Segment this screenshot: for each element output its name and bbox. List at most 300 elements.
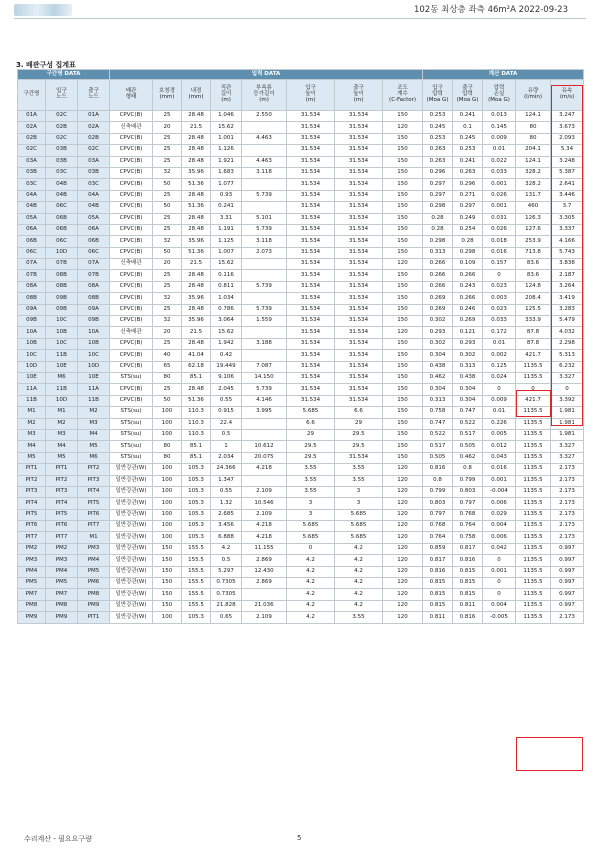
column-header xyxy=(551,80,584,111)
table-cell: 1135.5 xyxy=(516,600,551,611)
table-cell: 150 xyxy=(383,452,423,463)
table-cell: 10A xyxy=(18,327,46,338)
table-cell: M4 xyxy=(46,441,78,452)
table-cell: 28.48 xyxy=(182,111,211,122)
table-cell: 204.1 xyxy=(516,145,551,156)
table-cell: 0.747 xyxy=(453,407,483,418)
table-cell: 3.673 xyxy=(551,122,584,133)
table-cell: 150 xyxy=(383,338,423,349)
table-row xyxy=(18,555,584,566)
table-cell: 0.28 xyxy=(423,224,453,235)
table-cell: 80 xyxy=(516,133,551,144)
table-cell: 15.62 xyxy=(211,122,242,133)
table-cell: 150 xyxy=(383,111,423,122)
table-cell: 31.534 xyxy=(335,316,383,327)
table-cell xyxy=(242,202,287,213)
table-cell: 0.302 xyxy=(453,350,483,361)
table-cell: 125.5 xyxy=(516,304,551,315)
table-cell: 5.297 xyxy=(211,566,242,577)
table-cell: 0.55 xyxy=(211,486,242,497)
table-cell: 0.816 xyxy=(453,555,483,566)
table-cell: 0.298 xyxy=(453,247,483,258)
table-cell: 333.9 xyxy=(516,316,551,327)
table-cell: 0.997 xyxy=(551,589,584,600)
table-cell: 120 xyxy=(383,600,423,611)
table-cell: -0.005 xyxy=(483,612,516,623)
table-cell: 11B xyxy=(46,350,78,361)
table-cell: 0.55 xyxy=(211,395,242,406)
table-cell: 31.534 xyxy=(287,259,335,270)
table-cell: 0.997 xyxy=(551,555,584,566)
table-cell: PIT1 xyxy=(78,612,110,623)
table-cell: CPVC(B) xyxy=(110,350,153,361)
table-cell: CPVC(B) xyxy=(110,395,153,406)
table-cell xyxy=(242,270,287,281)
table-cell: 31.534 xyxy=(335,236,383,247)
table-cell: 2.173 xyxy=(551,475,584,486)
table-cell: 11A xyxy=(18,384,46,395)
table-cell: 120 xyxy=(383,589,423,600)
table-cell: 0.254 xyxy=(453,224,483,235)
table-cell: 0.313 xyxy=(423,247,453,258)
table-cell: 24.366 xyxy=(211,464,242,475)
table-cell: 06A xyxy=(78,224,110,235)
table-cell: 22.4 xyxy=(211,418,242,429)
column-header xyxy=(242,80,287,111)
table-cell: 31.534 xyxy=(335,122,383,133)
table-cell: 20 xyxy=(153,259,182,270)
table-cell: 일반강관(W) xyxy=(110,566,153,577)
page-number: 5 xyxy=(297,834,302,842)
table-row xyxy=(18,509,584,520)
table-row xyxy=(18,224,584,235)
table-cell: M3 xyxy=(78,418,110,429)
table-cell: 150 xyxy=(383,224,423,235)
column-header-line: 출구 xyxy=(88,88,99,95)
table-cell: 65 xyxy=(153,361,182,372)
table-cell: 0.023 xyxy=(483,281,516,292)
table-cell: 3.247 xyxy=(551,111,584,122)
table-cell: 25 xyxy=(153,224,182,235)
column-header-line: 출구 xyxy=(462,85,473,92)
table-row xyxy=(18,111,584,122)
table-cell: PIT1 xyxy=(46,464,78,475)
table-cell: 10C xyxy=(78,350,110,361)
table-cell: 0.28 xyxy=(423,213,453,224)
table-cell: 0.811 xyxy=(423,612,453,623)
table-cell: 83.6 xyxy=(516,270,551,281)
table-cell xyxy=(242,429,287,440)
column-header-line: 등가길이 xyxy=(253,91,275,98)
table-cell: 0.001 xyxy=(483,566,516,577)
table-cell: 0.026 xyxy=(483,190,516,201)
table-cell: 0.253 xyxy=(453,145,483,156)
table-cell: 126.3 xyxy=(516,213,551,224)
table-cell: 10B xyxy=(78,338,110,349)
table-cell: 40 xyxy=(153,350,182,361)
table-cell: 2.109 xyxy=(242,509,287,520)
table-cell: 5.685 xyxy=(287,521,335,532)
table-cell: 21.5 xyxy=(182,327,211,338)
table-cell: 4.2 xyxy=(211,543,242,554)
table-cell: 29.5 xyxy=(287,441,335,452)
table-cell: 3.838 xyxy=(551,259,584,270)
table-cell: 4.463 xyxy=(242,133,287,144)
table-cell: 3.188 xyxy=(242,338,287,349)
table-cell: 51.36 xyxy=(182,202,211,213)
table-cell: 21.036 xyxy=(242,600,287,611)
table-cell: 0.253 xyxy=(423,133,453,144)
table-cell: 0.797 xyxy=(423,509,453,520)
table-cell: PM7 xyxy=(18,589,46,600)
table-cell: 10.546 xyxy=(242,498,287,509)
table-cell: 2.869 xyxy=(242,578,287,589)
table-row xyxy=(18,213,584,224)
table-cell: 0.005 xyxy=(483,429,516,440)
table-cell: 3.248 xyxy=(551,156,584,167)
table-cell: 105.3 xyxy=(182,464,211,475)
table-cell: 28.48 xyxy=(182,224,211,235)
table-cell: 0.313 xyxy=(453,361,483,372)
table-cell: M2 xyxy=(78,407,110,418)
column-header-line: 직관 xyxy=(220,85,232,92)
table-cell: 03C xyxy=(78,179,110,190)
table-cell: 460 xyxy=(516,202,551,213)
table-cell: 3 xyxy=(335,498,383,509)
table-cell: 10C xyxy=(46,316,78,327)
table-cell: PM8 xyxy=(46,600,78,611)
table-cell: 10B xyxy=(18,338,46,349)
table-row xyxy=(18,566,584,577)
table-cell: 421.7 xyxy=(516,395,551,406)
table-cell: 06C xyxy=(18,247,46,258)
table-cell: 3.327 xyxy=(551,452,584,463)
table-cell: 1.981 xyxy=(551,429,584,440)
table-cell: 1.981 xyxy=(551,418,584,429)
table-cell: 0.266 xyxy=(423,259,453,270)
table-cell: 3.7 xyxy=(551,202,584,213)
table-cell: 0.997 xyxy=(551,578,584,589)
table-cell: 150 xyxy=(383,395,423,406)
table-cell: 0.002 xyxy=(483,350,516,361)
table-cell: 31.534 xyxy=(335,224,383,235)
table-row xyxy=(18,179,584,190)
table-cell: STS(su) xyxy=(110,372,153,383)
table-cell: 0 xyxy=(483,589,516,600)
table-cell: PM4 xyxy=(46,566,78,577)
table-cell: 0.125 xyxy=(483,361,516,372)
table-cell: 1135.5 xyxy=(516,612,551,623)
table-cell: 3.283 xyxy=(551,304,584,315)
table-row xyxy=(18,133,584,144)
table-cell: 31.534 xyxy=(287,293,335,304)
table-cell: 0.121 xyxy=(453,327,483,338)
table-cell: 0 xyxy=(516,384,551,395)
table-cell: 155.5 xyxy=(182,566,211,577)
table-cell: 3.55 xyxy=(335,612,383,623)
table-cell: 06C xyxy=(46,236,78,247)
table-cell: M5 xyxy=(78,441,110,452)
table-cell: 155.5 xyxy=(182,600,211,611)
table-cell: 0.297 xyxy=(423,190,453,201)
table-row xyxy=(18,543,584,554)
column-header-row xyxy=(18,80,584,111)
table-cell: -0.004 xyxy=(483,486,516,497)
table-cell: 35.96 xyxy=(182,167,211,178)
table-cell: 2.173 xyxy=(551,509,584,520)
table-cell: 5.34 xyxy=(551,145,584,156)
table-cell: 150 xyxy=(383,316,423,327)
table-cell: 0.65 xyxy=(211,612,242,623)
table-cell: 0.026 xyxy=(483,224,516,235)
table-cell: STS(su) xyxy=(110,429,153,440)
table-cell: 3.31 xyxy=(211,213,242,224)
table-cell: 1135.5 xyxy=(516,543,551,554)
table-cell xyxy=(242,589,287,600)
table-cell: 328.2 xyxy=(516,167,551,178)
table-cell: 0.029 xyxy=(483,509,516,520)
table-cell: 0.799 xyxy=(423,486,453,497)
table-cell: 5.685 xyxy=(335,509,383,520)
table-cell: CPVC(B) xyxy=(110,384,153,395)
table-cell: 50 xyxy=(153,202,182,213)
table-row xyxy=(18,486,584,497)
table-cell: 31.534 xyxy=(335,111,383,122)
table-cell: 4.2 xyxy=(287,612,335,623)
column-header-line: (Moa G) xyxy=(488,96,510,103)
table-cell: 10C xyxy=(46,338,78,349)
table-cell: 0.304 xyxy=(453,384,483,395)
table-cell: 0.8 xyxy=(453,464,483,475)
column-header xyxy=(182,80,211,111)
table-cell: 25 xyxy=(153,338,182,349)
table-cell: 1135.5 xyxy=(516,452,551,463)
table-cell: 09B xyxy=(78,316,110,327)
table-cell: 10D xyxy=(78,361,110,372)
table-row xyxy=(18,612,584,623)
table-cell: 0.004 xyxy=(483,600,516,611)
table-cell: 3.118 xyxy=(242,236,287,247)
table-cell: PIT4 xyxy=(18,498,46,509)
column-header-line: 배관 xyxy=(125,88,137,95)
table-cell: 421.7 xyxy=(516,350,551,361)
column-header-line: 높이 xyxy=(353,91,364,98)
table-cell: 03B xyxy=(46,145,78,156)
table-cell: 1135.5 xyxy=(516,532,551,543)
table-cell: 0.302 xyxy=(423,316,453,327)
table-cell: 0.297 xyxy=(423,179,453,190)
table-cell: 1135.5 xyxy=(516,429,551,440)
table-cell: 28.48 xyxy=(182,213,211,224)
table-cell: 2.109 xyxy=(242,612,287,623)
table-cell: 28.48 xyxy=(182,190,211,201)
table-cell: CPVC(B) xyxy=(110,247,153,258)
column-header-line: 계수 xyxy=(397,91,408,98)
table-cell: 11B xyxy=(18,395,46,406)
table-cell: 31.534 xyxy=(335,247,383,258)
table-cell: 1135.5 xyxy=(516,372,551,383)
table-cell: 0.764 xyxy=(423,532,453,543)
table-cell: 120 xyxy=(383,498,423,509)
table-cell: 120 xyxy=(383,532,423,543)
table-cell: 0.009 xyxy=(483,395,516,406)
table-cell: 07B xyxy=(18,270,46,281)
table-cell: 1135.5 xyxy=(516,498,551,509)
table-cell: 04B xyxy=(78,202,110,213)
table-cell: 3.327 xyxy=(551,441,584,452)
table-cell: 1.942 xyxy=(211,338,242,349)
table-cell: 3.392 xyxy=(551,395,584,406)
table-cell: PIT6 xyxy=(46,521,78,532)
table-cell: 29.5 xyxy=(335,441,383,452)
table-cell: 0.522 xyxy=(453,418,483,429)
table-cell: PM8 xyxy=(78,589,110,600)
table-cell: 120 xyxy=(383,475,423,486)
table-cell: PM6 xyxy=(78,578,110,589)
table-cell: 31.534 xyxy=(335,202,383,213)
table-cell: 3.55 xyxy=(287,475,335,486)
table-cell: 31.534 xyxy=(335,281,383,292)
table-cell: 2.093 xyxy=(551,133,584,144)
table-cell: 155.5 xyxy=(182,555,211,566)
table-cell: 9.106 xyxy=(211,372,242,383)
table-cell: 31.534 xyxy=(287,145,335,156)
table-row xyxy=(18,156,584,167)
table-cell: 0.302 xyxy=(423,338,453,349)
table-cell: 0.815 xyxy=(423,600,453,611)
table-cell: M4 xyxy=(18,441,46,452)
table-cell: 150 xyxy=(383,350,423,361)
table-cell: 150 xyxy=(383,281,423,292)
table-cell: 0.304 xyxy=(423,350,453,361)
table-cell: M1 xyxy=(78,532,110,543)
table-cell: 0.253 xyxy=(423,111,453,122)
table-cell: 01A xyxy=(78,111,110,122)
table-cell: 4.2 xyxy=(335,566,383,577)
column-header xyxy=(18,80,46,111)
table-cell: 0.815 xyxy=(453,578,483,589)
table-cell: 1135.5 xyxy=(516,566,551,577)
table-cell: 0.016 xyxy=(483,247,516,258)
table-cell: CPVC(B) xyxy=(110,156,153,167)
company-logo xyxy=(14,4,72,16)
table-cell: PM9 xyxy=(46,612,78,623)
table-cell: 105.3 xyxy=(182,486,211,497)
table-cell: 06C xyxy=(46,202,78,213)
table-cell: 6.888 xyxy=(211,532,242,543)
table-cell: 0.024 xyxy=(483,372,516,383)
table-cell: 10D xyxy=(46,395,78,406)
table-cell: 일반강관(W) xyxy=(110,600,153,611)
table-row xyxy=(18,475,584,486)
table-cell: PM2 xyxy=(46,543,78,554)
table-cell: 28.48 xyxy=(182,145,211,156)
pipe-summary-table xyxy=(17,69,584,624)
table-row xyxy=(18,589,584,600)
table-cell: 06B xyxy=(78,236,110,247)
table-cell: 32 xyxy=(153,293,182,304)
table-cell: 3 xyxy=(287,498,335,509)
table-cell: 0.241 xyxy=(211,202,242,213)
table-cell: 1135.5 xyxy=(516,407,551,418)
table-cell xyxy=(242,259,287,270)
table-row xyxy=(18,441,584,452)
column-header xyxy=(483,80,516,111)
column-header xyxy=(78,80,110,111)
table-cell: 0.266 xyxy=(453,293,483,304)
table-cell: 0.263 xyxy=(453,167,483,178)
table-cell: 0.816 xyxy=(423,566,453,577)
table-cell: STS(su) xyxy=(110,452,153,463)
table-cell: 10B xyxy=(46,327,78,338)
table-cell: 1.126 xyxy=(211,145,242,156)
table-row xyxy=(18,316,584,327)
table-cell: 5.685 xyxy=(287,532,335,543)
table-cell: 155.5 xyxy=(182,543,211,554)
table-cell: 25 xyxy=(153,156,182,167)
table-cell: 1135.5 xyxy=(516,555,551,566)
table-cell: 2.173 xyxy=(551,612,584,623)
table-row xyxy=(18,372,584,383)
table-cell: 31.534 xyxy=(287,395,335,406)
table-cell: PM5 xyxy=(78,566,110,577)
table-cell: 19.449 xyxy=(211,361,242,372)
table-cell: 31.534 xyxy=(335,350,383,361)
table-cell: 0.249 xyxy=(453,213,483,224)
table-cell: 100 xyxy=(153,475,182,486)
column-header xyxy=(153,80,182,111)
table-cell: 0.003 xyxy=(483,293,516,304)
column-header-line: (m) xyxy=(353,96,364,103)
table-cell: 2.298 xyxy=(551,338,584,349)
table-cell: 50 xyxy=(153,179,182,190)
table-cell: 0.815 xyxy=(423,578,453,589)
table-cell: CPVC(B) xyxy=(110,111,153,122)
table-cell: 100 xyxy=(153,407,182,418)
table-row xyxy=(18,338,584,349)
table-cell: 31.534 xyxy=(287,122,335,133)
section-title: 3. 배관구성 집계표 xyxy=(16,61,76,69)
table-cell: 25 xyxy=(153,270,182,281)
table-cell: 04B xyxy=(18,202,46,213)
table-cell: 10D xyxy=(46,247,78,258)
table-body xyxy=(18,111,584,624)
table-cell: 35.96 xyxy=(182,293,211,304)
table-cell: 일반강관(W) xyxy=(110,521,153,532)
table-cell: 0.5 xyxy=(211,555,242,566)
table-cell: 100 xyxy=(153,612,182,623)
table-cell: 4.032 xyxy=(551,327,584,338)
table-cell: 150 xyxy=(383,190,423,201)
table-cell: 120 xyxy=(383,486,423,497)
table-cell: 124.1 xyxy=(516,111,551,122)
table-cell: 0.815 xyxy=(453,566,483,577)
table-cell: 32 xyxy=(153,316,182,327)
table-row xyxy=(18,452,584,463)
table-cell: 4.2 xyxy=(335,578,383,589)
column-header xyxy=(211,80,242,111)
header-info: 102동 최상층 좌측 46m²A 2022-09-23 xyxy=(413,5,568,15)
table-cell: 3.064 xyxy=(211,316,242,327)
table-cell: 120 xyxy=(383,259,423,270)
table-cell: 일반강관(W) xyxy=(110,475,153,486)
table-cell: 150 xyxy=(383,407,423,418)
table-cell: 31.534 xyxy=(287,338,335,349)
table-cell xyxy=(242,145,287,156)
table-cell: 0.266 xyxy=(423,281,453,292)
table-cell: 1135.5 xyxy=(516,464,551,475)
table-cell: 10E xyxy=(78,372,110,383)
